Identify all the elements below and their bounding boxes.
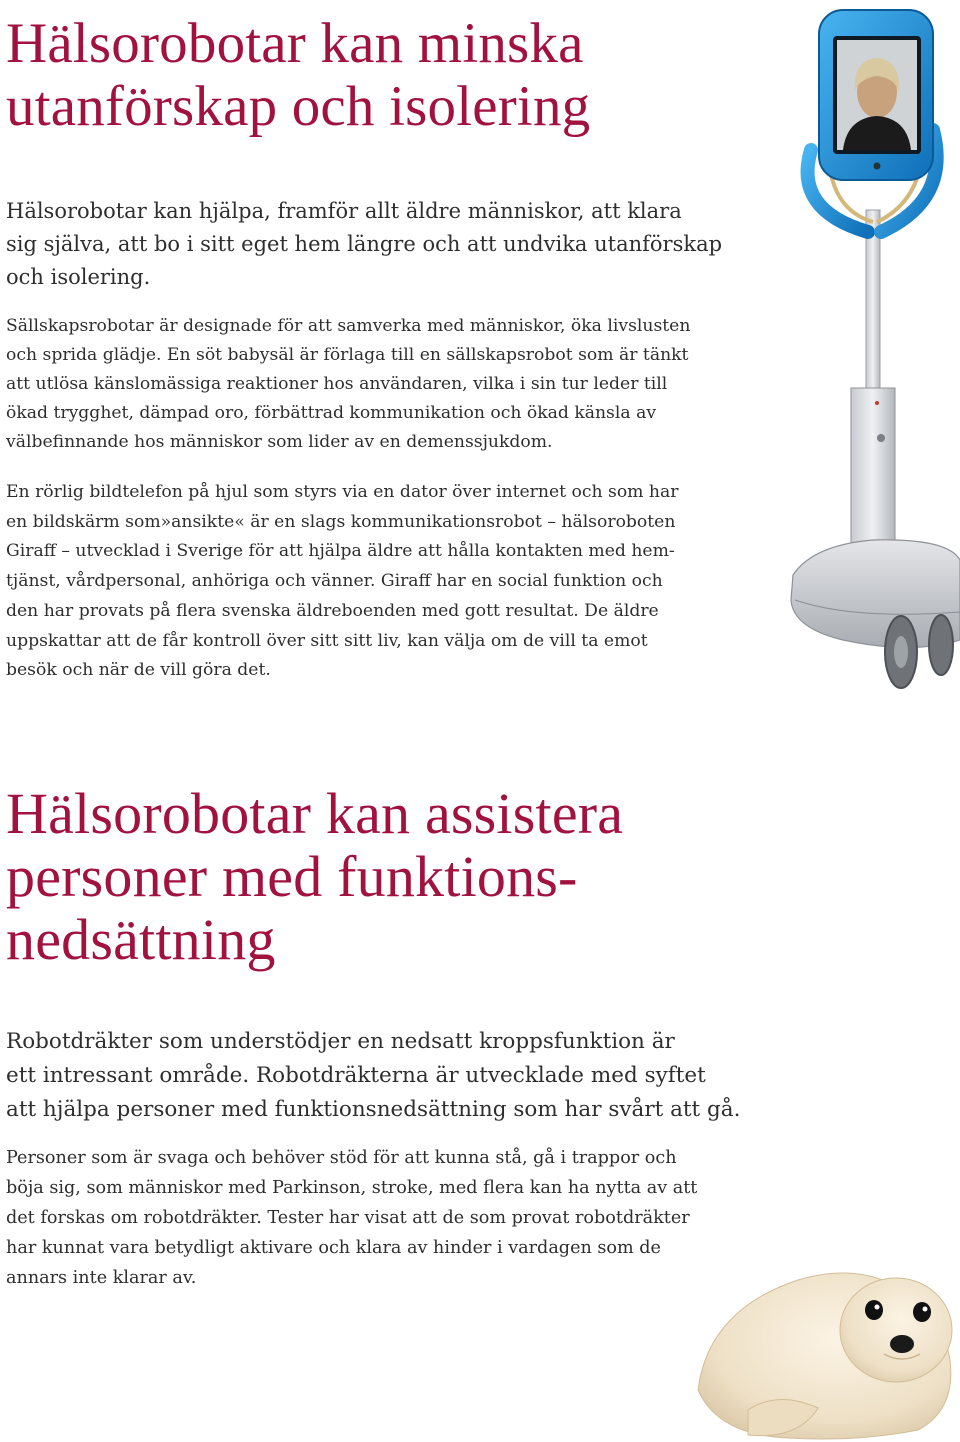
robot-suit-paragraph (6, 1143, 697, 1293)
paragraph-line: uppskattar att de får kontroll över sitt sitt liv, kan välja om de vill ta emot (6, 630, 648, 651)
section1-lead-line: Hälsorobotar kan hjälpa, framför allt äldre människor, att klara (6, 199, 682, 223)
paragraph-line: ökad trygghet, dämpad oro, förbättrad kommunikation och ökad känsla av (6, 403, 657, 423)
section1-title (6, 12, 766, 138)
section2-title-line: nedsättning (6, 907, 276, 972)
section2-title-line: Hälsorobotar kan assistera (6, 781, 624, 846)
giraff-robot-image (773, 0, 960, 700)
section1-lead-line: och isolering. (6, 265, 151, 289)
paragraph-line: har kunnat vara betydligt aktivare och klara av hinder i vardagen som de (6, 1238, 661, 1258)
section2-lead-line: att hjälpa personer med funktionsnedsättning som har svårt att gå. (6, 1097, 741, 1122)
section1-title-line: utanförskap och isolering (6, 75, 591, 138)
paragraph-line: annars inte klarar av. (6, 1268, 197, 1288)
paragraph-line: Giraff – utvecklad i Sverige för att hjälpa äldre att hålla kontakten med hem- (6, 541, 675, 562)
paragraph-line: Sällskapsrobotar är designade för att samverka med människor, öka livslusten (6, 316, 691, 336)
paragraph-line: välbefinnande hos människor som lider av en demenssjukdom. (6, 432, 553, 452)
paragraph-line: Personer som är svaga och behöver stöd för att kunna stå, gå i trappor och (6, 1148, 677, 1168)
seal-robot-image (688, 1240, 960, 1442)
section1-lead-line: sig själva, att bo i sitt eget hem längre och att undvika utanförskap (6, 232, 723, 256)
paragraph-line: besök och när de vill göra det. (6, 660, 271, 681)
section1-lead (6, 195, 722, 294)
section2-lead-line: Robotdräkter som understödjer en nedsatt kroppsfunktion är (6, 1029, 675, 1054)
paragraph-line: den har provats på flera svenska äldreboenden med gott resultat. De äldre (6, 600, 659, 621)
paragraph-line: att utlösa känslomässiga reaktioner hos användaren, vilka i sin tur leder till (6, 374, 668, 394)
section2-title (6, 782, 766, 971)
paragraph-line: En rörlig bildtelefon på hjul som styrs via en dator över internet och som har (6, 482, 679, 502)
section2-title-line: personer med funktions- (6, 844, 578, 909)
section1-title-line: Hälsorobotar kan minska (6, 12, 584, 75)
giraff-paragraph (6, 478, 678, 686)
paragraph-line: en bildskärm som»ansikte« är en slags kommunikationsrobot – hälsoroboten (6, 511, 676, 532)
paragraph-line: det forskas om robotdräkter. Tester har visat att de som provat robotdräkter (6, 1208, 690, 1228)
paragraph-line: böja sig, som människor med Parkinson, stroke, med flera kan ha nytta av att (6, 1178, 698, 1198)
section2-lead-line: ett intressant område. Robotdräkterna är utvecklade med syftet (6, 1063, 706, 1088)
paragraph-line: tjänst, vårdpersonal, anhöriga och vänner. Giraff har en social funktion och (6, 571, 663, 592)
section2-lead (6, 1025, 740, 1127)
paragraph-line: och sprida glädje. En söt babysäl är förlaga till en sällskapsrobot som är tänkt (6, 345, 689, 365)
companion-robot-paragraph (6, 312, 690, 457)
